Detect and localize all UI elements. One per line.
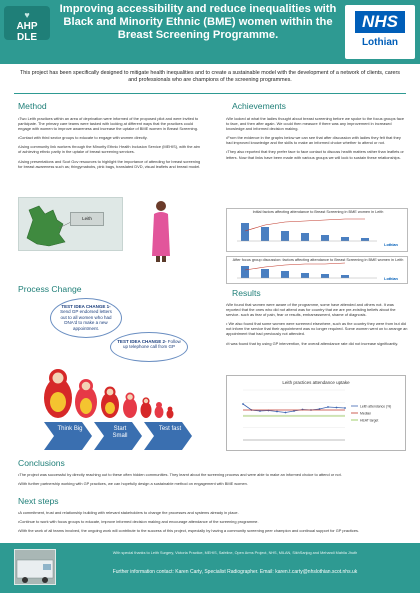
- attendance-chart-svg: [227, 376, 405, 450]
- method-heading: Method: [18, 101, 47, 111]
- woman-figure-icon: [150, 198, 172, 262]
- nhs-logo: [345, 5, 415, 59]
- next-steps-para: •Continue to work with focus groups to educate, improve informed decision making and encourage attendance of the screening programme.: [18, 519, 259, 525]
- next-steps-para: •A commitment, trust and relationship building with relevant stakeholders to change the processes and systems already in place.: [18, 510, 239, 515]
- logo-line2: DLE: [17, 32, 37, 43]
- chart2-title: After focus group discussion: factors affecting attendance to Breast Screening in BME women in Leith: [232, 258, 404, 262]
- legend-label: Leith attendance (%): [360, 404, 392, 409]
- method-para: •Two Leith practices within an area of deprivation were informed of the proposed pilot and were invited to participate. The primary care teams were tasked with looking at different ways that the practices could engage with women to improve awareness and increase the uptake of BME women in Breast Screening.: [18, 116, 199, 132]
- poster-title: Improving accessibility and reduce inequalities with Black and Minority Ethnic (BME) women within the Breast Screening Programme.: [59, 3, 337, 41]
- chart-title: Leith practices attendance uptake: [282, 380, 350, 385]
- chart1-logo: Lothian: [384, 243, 398, 247]
- next-steps-para: •With the work of all teams involved, the ongoing work will contribute to the success of this project, especially by having a community screening peer champion and continual support for GP practices.: [18, 528, 360, 534]
- arrow-test-fast: Test fast: [158, 426, 182, 432]
- chart2-logo: Lothian: [384, 277, 398, 281]
- method-para: •Contact with third sector groups to educate to engage with women directly.: [18, 135, 148, 141]
- idea2-title: TEST IDEA CHANGE 2-: [117, 339, 167, 344]
- ahp-dle-logo: [4, 6, 50, 43]
- data-point: [285, 412, 287, 414]
- results-para: •It was found that by using GP intervention, the overall attendance rate did not increase significantly.: [226, 340, 399, 346]
- data-point: [344, 407, 346, 409]
- nhs-region: Lothian: [361, 37, 399, 48]
- van-icon: [15, 550, 57, 586]
- leith-label: Leith: [70, 212, 104, 226]
- screening-van-image: [14, 549, 56, 585]
- results-para: •We found that women were aware of the programme, some have attended and others not. It was reported that the ones who did not attend was for country that we are pre-existing beliefs about the service- such as fear of pain, fear or results, embarrassment, shame of diagnosis.: [226, 302, 396, 318]
- method-para: •Using community link workers through the Minority Ethnic Health Inclusion Service (MEHIS), with the aim of achieving ethnic parity in the uptake of breast screening services.: [18, 144, 200, 155]
- achievements-para: •We looked at what the ladies thought about breast screening before we spoke to the focus groups face to face, and then after again. We could then measure if there was any improvement in increased knowledge and informed decision making.: [226, 116, 404, 132]
- nhs-wordmark: NHS: [355, 11, 405, 33]
- idea1-title: TEST IDEA CHANGE 1-: [61, 304, 111, 309]
- idea2-text: Follow up telephone call from GP: [122, 339, 181, 350]
- divider: [14, 93, 406, 94]
- next-steps-heading: Next steps: [18, 496, 59, 506]
- data-point: [276, 411, 278, 413]
- idea-bubble-2: [110, 332, 188, 362]
- footer-thanks: With special thanks to Leith Surgery, Victoria Practice, MEHIS, Safeline, Open Arms Project, NHS, MILAN, SikhSanjog and Mehandi Mahila Jhuth: [112, 551, 358, 555]
- achievement-chart-2: [226, 256, 408, 284]
- data-point: [336, 407, 338, 409]
- achievements-para: •From the evidence in the graphs below we can see that after discussion with ladies they felt that they had improved knowledge and the skills to make an informed choice whether to attend or not.: [226, 135, 401, 146]
- method-text: [18, 116, 204, 173]
- results-heading: Results: [232, 288, 261, 298]
- process-heading: Process Change: [18, 284, 82, 294]
- arrow-think-big: Think Big: [57, 426, 83, 432]
- data-point: [242, 403, 244, 405]
- attendance-chart: [226, 375, 406, 451]
- conclusions-para: •The project was successful by directly reaching out to these often hidden communities. They learnt about the screening process and were able to make an informed choice to attend or not.: [18, 472, 342, 477]
- legend-label: Median: [360, 411, 372, 416]
- results-para: • We also found that some women were screened elsewhere, such as the country they were from but did not inform the service that their appointment was no longer required. Some women went on to arrange an appointment that had previously not attended.: [226, 321, 408, 337]
- heart-icon: ♥: [24, 10, 30, 20]
- conclusions-text: [18, 472, 406, 490]
- logo-line1: AHP: [16, 21, 38, 32]
- chart1-title: Initial factors affecting attendance to Breast Screening in BME women in Leith: [252, 210, 384, 214]
- conclusions-para: •With further partnership working with GP practices, we can hopefully design a sustainable method on engagement with BME women.: [18, 481, 248, 487]
- achievements-heading: Achievements: [232, 101, 286, 111]
- method-para: •Using presentations and Scot Gov resources to highlight the importance of attending for breast screening for breast awareness such as; thingymabobs, pink bags, translated DVD, visual leaflets and breast model.: [18, 158, 201, 169]
- intro-text: This project has been specifically designed to mitigate health inequalities and to create a sustainable model with the development of a network of clients, carers and professionals who are champions of the screening programmes.: [20, 70, 400, 83]
- conclusions-heading: Conclusions: [18, 458, 65, 468]
- idea-bubble-1: [50, 298, 122, 338]
- achievements-text: [226, 116, 408, 164]
- idea1-text: Send GP endorsed letters out to all women who had DNA'd to make a new appointment.: [60, 309, 112, 331]
- next-steps-text: [18, 510, 406, 537]
- data-point: [327, 406, 329, 408]
- legend-label: HEAT target: [360, 418, 379, 423]
- achievement-chart-1: [226, 208, 408, 252]
- results-text: [226, 302, 408, 350]
- footer-contact: Further information contact: Karen Carty, Specialist Radiographer. Email: karen.t.carty@nhslothian.scot.nhs.uk: [112, 569, 358, 575]
- nesting-dolls-icon: [36, 360, 186, 420]
- achievements-para: •They also reported that they prefer face to face contact to discuss health matters rather than leaflets or letters. Now that links have been made with various groups we will look to sustain these relationships.: [226, 149, 404, 160]
- arrow-start-small: Start Small: [112, 426, 128, 439]
